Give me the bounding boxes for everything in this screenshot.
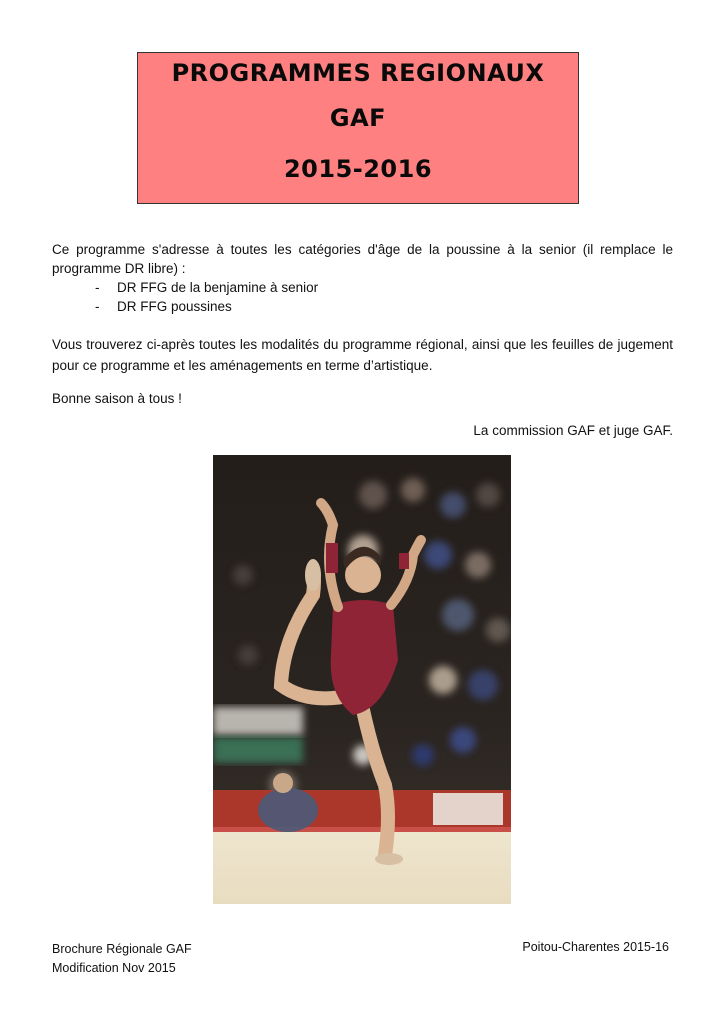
signature-text: La commission GAF et juge GAF. xyxy=(473,423,673,438)
footer-right: Poitou-Charentes 2015-16 xyxy=(522,940,669,954)
greeting-text: Bonne saison à tous ! xyxy=(52,391,182,406)
footer-brochure: Brochure Régionale GAF xyxy=(52,942,192,956)
program-list xyxy=(95,278,318,316)
title-box xyxy=(137,52,579,204)
footer-left xyxy=(52,940,192,978)
gymnast-photo xyxy=(213,455,511,904)
document-title: PROGRAMMES REGIONAUX xyxy=(171,59,545,87)
intro-paragraph: Ce programme s'adresse à toutes les catégories d'âge de la poussine à la senior (il remplace le programme DR libre) : xyxy=(52,242,673,276)
season-label: 2015-2016 xyxy=(283,155,433,183)
list-item: - DR FFG poussines xyxy=(95,297,318,316)
list-item: - DR FFG de la benjamine à senior xyxy=(95,278,318,297)
footer-modification: Modification Nov 2015 xyxy=(52,961,176,975)
gymnast-illustration xyxy=(213,455,511,904)
modalities-paragraph: Vous trouverez ci-après toutes les modalités du programme régional, ainsi que les feuilles de jugement pour ce programme et les aménagements en terme d’artistique. xyxy=(52,337,673,373)
document-subtitle: GAF xyxy=(329,104,387,132)
